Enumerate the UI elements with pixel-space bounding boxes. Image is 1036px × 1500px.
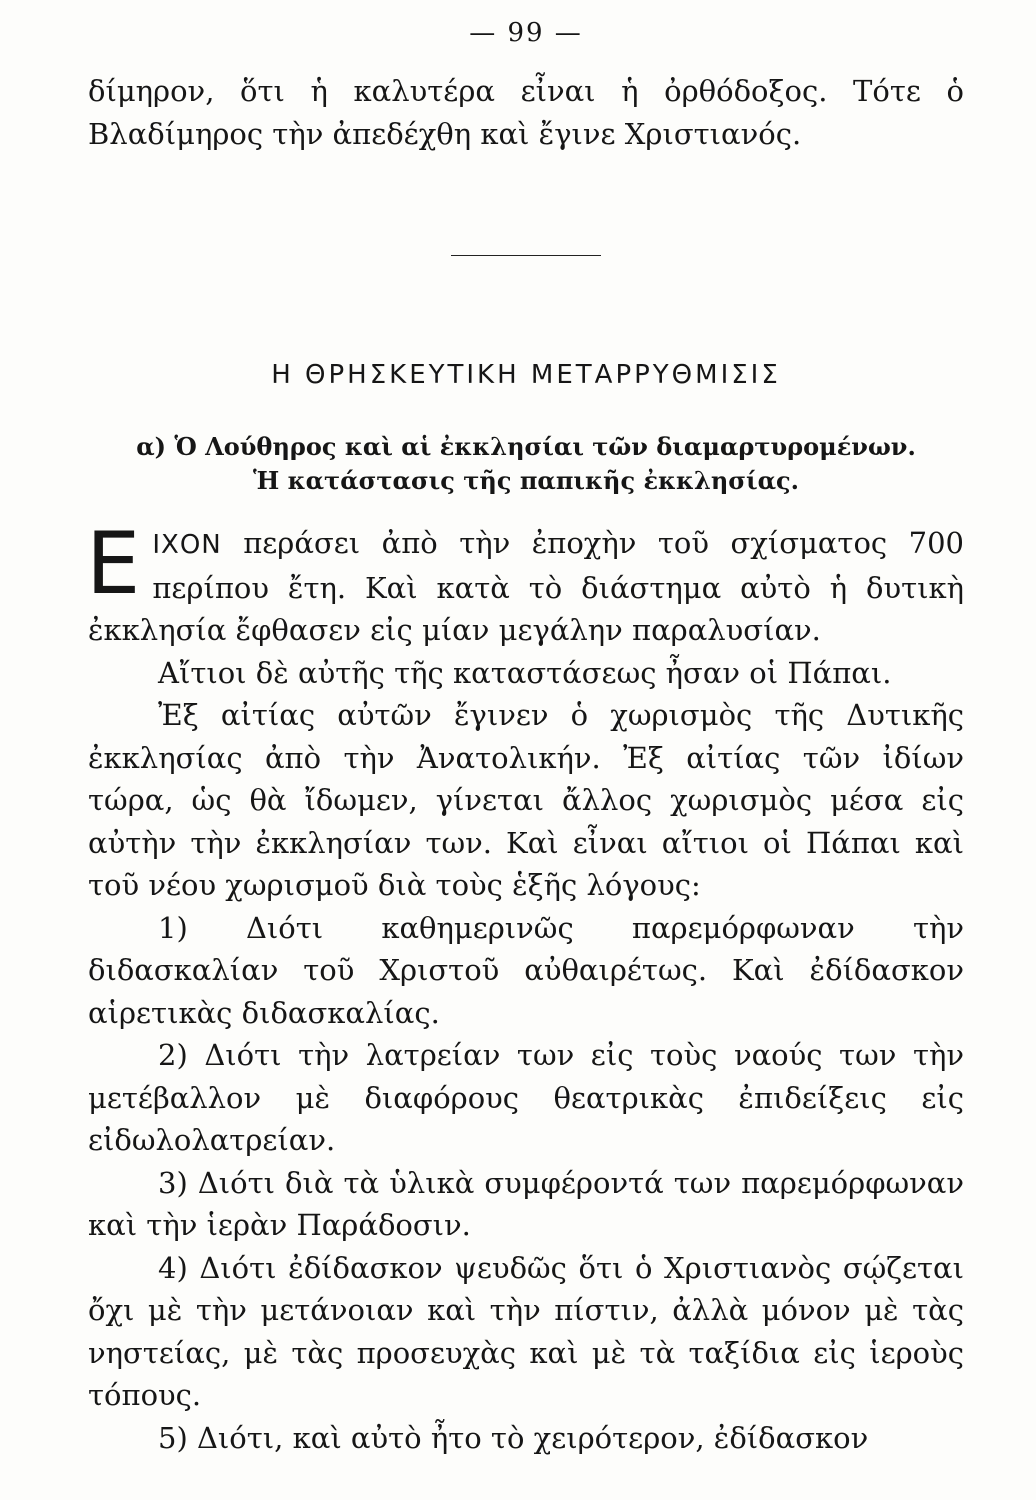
section-divider [451, 255, 601, 256]
opening-text: περάσει ἀπὸ τὴν ἐποχὴν τοῦ σχίσματος 700 περίπου ἔτη. Καὶ κατὰ τὸ διάστημα αὐτὸ ἡ δυτικὴ ἐκκλησία ἔφθασεν εἰς μίαν μεγάλην παραλυσίαν. [88, 526, 964, 647]
paragraph-schism: Ἐξ αἰτίας αὐτῶν ἔγινεν ὁ χωρισμὸς τῆς Δυτικῆς ἐκκλησίας ἀπὸ τὴν Ἀνατολικήν. Ἐξ αἰτίας τῶν ἰδίων τώρα, ὡς θὰ ἴδωμεν, γίνεται ἄλλος χωρισμὸς μέσα εἰς αὐτὴν τὴν ἐκκλησίαν των. Καὶ εἶναι αἴτιοι οἱ Πάπαι καὶ τοῦ νέου χωρισμοῦ διὰ τοὺς ἑξῆς λόγους: [88, 698, 964, 902]
section-title: Η ΘΡΗΣΚΕΥΤΙΚΗ ΜΕΤΑΡΡΥΘΜΙΣΙΣ [271, 360, 781, 390]
reason-2: 2) Διότι τὴν λατρείαν των εἰς τοὺς ναούς των τὴν μετέβαλλον μὲ διαφόρους θεατρικὰς ἐπιδείξεις εἰς εἰδωλολατρείαν. [88, 1038, 964, 1157]
reason-1: 1) Διότι καθημερινῶς παρεμόρφωναν τὴν διδασκαλίαν τοῦ Χριστοῦ αὐθαιρέτως. Καὶ ἐδίδασκον αἱρετικὰς διδασκαλίας. [88, 910, 964, 1030]
drop-cap: Ε [86, 514, 141, 614]
intro-paragraph: δίμηρον, ὅτι ἡ καλυτέρα εἶναι ἡ ὀρθόδοξος. Τότε ὁ Βλαδίμηρος τὴν ἀπεδέχθη καὶ ἔγινε Χριστιανός. [88, 74, 964, 151]
reason-3: 3) Διότι διὰ τὰ ὑλικὰ συμφέροντά των παρεμόρφωναν καὶ τὴν ἱερὰν Παράδοσιν. [88, 1165, 964, 1242]
reason-5: 5) Διότι, καὶ αὐτὸ ἦτο τὸ χειρότερον, ἐδίδασκον [158, 1420, 869, 1455]
reason-4: 4) Διότι ἐδίδασκον ψευδῶς ὅτι ὁ Χριστιανὸς σῴζεται ὄχι μὲ τὴν μετάνοιαν καὶ τὴν πίστιν, ἀλλὰ μόνον μὲ τὰς νηστείας, μὲ τὰς προσευχὰς καὶ μὲ τὰ ταξίδια εἰς ἱεροὺς τόπους. [88, 1250, 964, 1412]
page-number: — 99 — [469, 18, 583, 48]
subheading-line-2: Ἡ κατάστασις τῆς παπικῆς ἐκκλησίας. [252, 466, 800, 495]
opening-paragraph [86, 514, 964, 652]
paragraph-causes: Αἴτιοι δὲ αὐτῆς τῆς καταστάσεως ἦσαν οἱ Πάπαι. [158, 655, 892, 690]
section-subheading [88, 430, 964, 498]
opening-first-word: ΙΧΟΝ [152, 530, 222, 560]
subheading-line-1: α) Ὁ Λούθηρος καὶ αἱ ἐκκλησίαι τῶν διαμαρτυρομένων. [136, 432, 916, 461]
